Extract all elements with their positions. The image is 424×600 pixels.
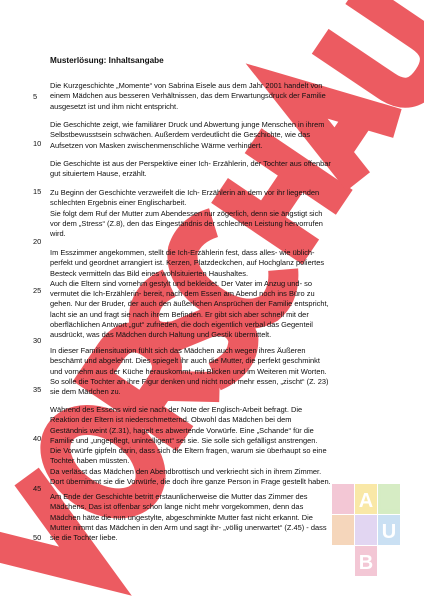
logo-letter-u: U [381, 521, 397, 543]
text-line: perfekt und geordnet arrangiert ist. Kerzen, Platzdeckchen, auf Hochglanz poliertes [50, 258, 325, 268]
text-line: Die Geschichte ist aus der Perspektive einer Ich- Erzählerin, der Tochter aus offenbar [50, 159, 331, 168]
text-line: lacht sie an und fragt sie nach ihrem Befinden. Er gibt sich aber schnell mit der [50, 309, 309, 319]
line-number: 15 [33, 187, 42, 196]
logo-tile [332, 515, 354, 545]
text-line: vermutet die Ich-Erzählerin- bereit, nach dem Essen am Abend noch ins Büro zu [50, 289, 315, 298]
line-number: 40 [33, 434, 42, 443]
text-line: schlechten Ergebnis einer Englischarbeit. [50, 198, 187, 208]
document-title: Musterlösung: Inhaltsangabe [50, 56, 164, 65]
text-line: gut situiertem Hause, erzählt. [50, 169, 147, 179]
text-line: Da verlässt das Mädchen den Abendbrottisch und verkriecht sich in ihrem Zimmer. [50, 466, 322, 476]
text-line: einem Mädchen aus besseren Verhältnissen, das dem Erwartungsdruck der Familie [50, 91, 326, 101]
text-line: Geständnis weint (Z.31), hagelt es abwertende Vorwürfe. Eine „Schande“ für die [50, 425, 314, 435]
text-line: ausdrückt, was das Mädchen durch Haltung und Gestik übermittelt. [50, 330, 272, 339]
text-line: Mädchen hätte die nun ungestylte, abgeschminkte Mutter fast nicht erkannt. Die [50, 512, 313, 522]
logo-letter-b: B [358, 552, 374, 574]
line-number: 25 [33, 286, 42, 295]
text-line: Mutter nimmt das Mädchen in den Arm und sagt ihr- „völlig unerwartet“ (Z.45) - dass [50, 522, 327, 532]
text-line: So solle die Tochter an ihre Figur denken und nicht noch mehr essen, „zischt“ (Z. 23) [50, 376, 329, 386]
logo-tile [355, 515, 377, 545]
paragraph-theme [50, 120, 390, 151]
text-line: Im Esszimmer angekommen, stellt die Ich-Erzählerin fest, dass alles- wie üblich- [50, 248, 315, 257]
text-line: vor dem „Stress“ (Z.8), den das Eingeständnis der schlechten Leistung hervorrufen [50, 218, 323, 228]
paragraph-dining-room [50, 248, 390, 340]
text-line: Familie und „ungepflegt, unintelligent“ sei sie. Sie solle sich gefälligst anstrengen. [50, 435, 318, 445]
line-number: 50 [33, 533, 42, 542]
text-line: oberflächlichen Antwort „gut“ zufrieden, die doch eigentlich verbal das Gegenteil [50, 319, 313, 329]
text-line: Selbstbewusstsein schwächen. Außerdem verdeutlicht die Geschichte, wie das [50, 130, 311, 140]
logo-tile [378, 484, 400, 514]
text-line: wird. [50, 229, 66, 238]
paragraph-beginning [50, 188, 390, 239]
text-line: ausgesetzt ist und ihm nicht entspricht. [50, 101, 179, 111]
text-line: Die Vorwürfe gipfeln darin, dass sich die Eltern fragen, warum sie überhaupt so eine [50, 446, 327, 455]
line-number: 10 [33, 139, 42, 148]
text-line: Reaktion der Eltern ist niederschmetternd. Obwohl das Mädchen bei dem [50, 415, 292, 425]
paragraph-perspective [50, 159, 390, 180]
text-line: Die Geschichte zeigt, wie familiärer Druck und Abwertung junge Menschen in ihrem [50, 120, 325, 129]
text-line: gehen. Nur der Bruder, der auch den äußerlichen Ansprüchen der Familie entspricht, [50, 299, 329, 309]
paragraph-dinner [50, 405, 390, 487]
logo-tile [332, 484, 354, 514]
text-line: Die Kurzgeschichte „Momente“ von Sabrina Eisele aus dem Jahr 2001 handelt von [50, 81, 323, 90]
text-line: Während des Essens wird sie nach der Note der Englisch-Arbeit befragt. Die [50, 405, 303, 414]
text-line: sie dem Mädchen zu. [50, 387, 121, 396]
text-line: Sie folgt dem Ruf der Mutter zum Abendessen nur zögerlich, denn sie ängstigt sich [50, 208, 323, 218]
line-number: 30 [33, 336, 42, 345]
logo-letter-a: A [358, 490, 374, 512]
text-line: Aufsetzen von Masken zwischenmenschliche Wärme verhindert. [50, 140, 263, 150]
line-number: 5 [33, 92, 38, 101]
line-number: 20 [33, 237, 42, 246]
text-line: In dieser Familiensituation fühlt sich das Mädchen auch wegen ihres Äußeren [50, 346, 306, 355]
line-number: 45 [33, 484, 42, 493]
paragraph-intro [50, 81, 390, 112]
text-line: Zu Beginn der Geschichte verzweifelt die Ich- Erzählerin an dem vor ihr liegenden [50, 188, 320, 197]
text-line: Mädchens. Das ist offenbar schon lange nicht mehr vorgekommen, denn das [50, 502, 304, 512]
text-line: und vornehm aus der Küche herauskommt, mit Blicken und im Weiteren mit Worten. [50, 366, 327, 376]
text-line: beschämt und abgelehnt. Dies spiegelt ihr auch die Mutter, die perfekt geschminkt [50, 356, 320, 366]
publisher-logo [330, 482, 402, 578]
text-line: sie die Tochter liebe. [50, 533, 118, 542]
text-line: Auch die Eltern sind vornehm gestylt und bekleidet. Der Vater im Anzug und- so [50, 278, 312, 288]
text-line: Am Ende der Geschichte betritt erstaunlicherweise die Mutter das Zimmer des [50, 492, 308, 501]
text-line: Besteck vermitteln das Bild eines wohlsituierten Haushaltes. [50, 268, 249, 278]
text-line: Tochter haben müssten. [50, 456, 130, 466]
paragraph-family-situation [50, 346, 390, 397]
text-line: Dort übernimmt sie die Vorwürfe, die doch ihre ganze Person in Frage gestellt haben. [50, 476, 331, 486]
line-number: 35 [33, 385, 42, 394]
